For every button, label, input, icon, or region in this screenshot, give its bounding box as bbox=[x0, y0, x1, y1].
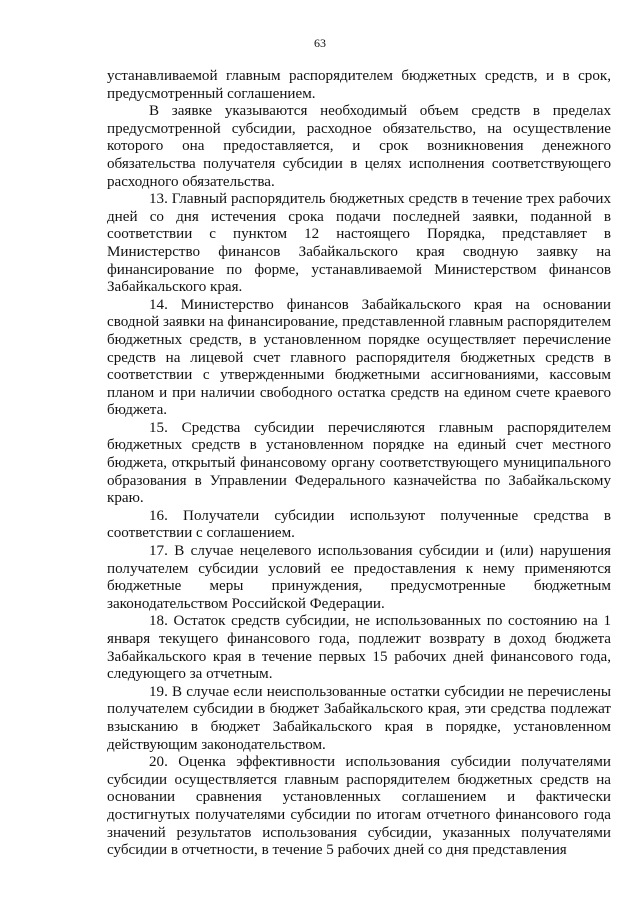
paragraph-item-13: 13. Главный распорядитель бюджетных средств в течение трех рабочих дней со дня истечения срока подачи последней заявки, поданной в соответствии с пунктом 12 настоящего Порядка, представляет в Министерство финансов Забайкальского края сводную заявку на финансирование по форме, устанавливаемой Министерством финансов Забайкальского края. bbox=[107, 191, 611, 296]
paragraph-item-14: 14. Министерство финансов Забайкальского края на основании сводной заявки на финансирование, представленной главным распорядителем бюджетных средств, в установленном порядке осуществляет перечисление средств на лицевой счет главного распорядителя бюджетных средств в соответствии с утвержденными бюджетными ассигнованиями, кассовым планом и при наличии свободного остатка средств на едином счете краевого бюджета. bbox=[107, 296, 611, 419]
page-number: 63 bbox=[314, 36, 326, 50]
paragraph-item-15: 15. Средства субсидии перечисляются главным распорядителем бюджетных средств в установленном порядке на единый счет местного бюджета, открытый финансовому органу соответствующего муниципального образования в Управлении Федерального казначейства по Забайкальскому краю. bbox=[107, 419, 611, 507]
paragraph-item-17: 17. В случае нецелевого использования субсидии и (или) нарушения получателем субсидии условий ее предоставления к нему применяются бюджетные меры принуждения, предусмотренные бюджетным законодательством Российской Федерации. bbox=[107, 543, 611, 612]
paragraph: В заявке указываются необходимый объем средств в пределах предусмотренной субсидии, расходное обязательство, на осуществление которого она предоставляется, и срок возникновения денежного обязательства получателя субсидии в целях исполнения соответствующего расходного обязательства. bbox=[107, 103, 611, 190]
paragraph-item-19: 19. В случае если неиспользованные остатки субсидии не перечислены получателем субсидии в бюджет Забайкальского края, эти средства подлежат взысканию в бюджет Забайкальского края в порядке, установленном действующим законодательством. bbox=[107, 683, 611, 753]
body-text bbox=[107, 68, 611, 860]
paragraph-item-16: 16. Получатели субсидии используют полученные средства в соответствии с соглашением. bbox=[107, 507, 611, 542]
paragraph: устанавливаемой главным распорядителем бюджетных средств, и в срок, предусмотренный соглашением. bbox=[107, 68, 611, 102]
paragraph-item-18: 18. Остаток средств субсидии, не использованных по состоянию на 1 января текущего финансового года, подлежит возврату в доход бюджета Забайкальского края в течение первых 15 рабочих дней финансового года, следующего за отчетным. bbox=[107, 613, 611, 683]
paragraph-item-20: 20. Оценка эффективности использования субсидии получателями субсидии осуществляется главным распорядителем бюджетных средств на основании сравнения установленных соглашением и фактически достигнутых получателями субсидии по итогам отчетного финансового года значений результатов использования субсидии, указанных получателями субсидии в отчетности, в течение 5 рабочих дней со дня представления bbox=[107, 754, 611, 859]
